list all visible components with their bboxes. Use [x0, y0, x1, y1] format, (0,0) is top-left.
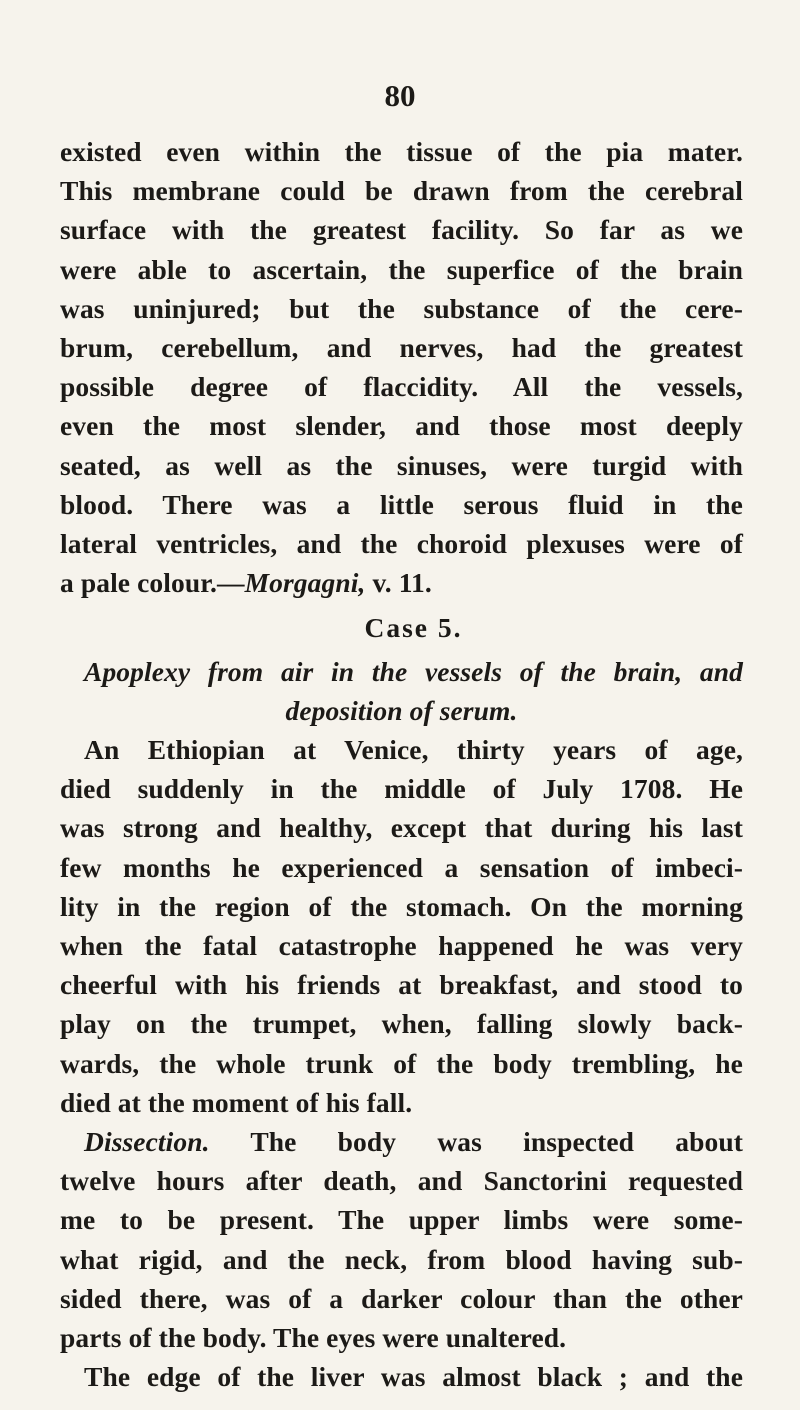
text-line: surface with the greatest facility. So far as we [60, 214, 743, 246]
citation-author: Morgagni, [244, 567, 366, 599]
text-line: existed even within the tissue of the pia mater. [60, 136, 743, 167]
text-line [60, 563, 743, 602]
text-line: even the most slender, and those most deeply [60, 410, 743, 442]
text-line: died at the moment of his fall. [60, 1086, 413, 1118]
text-line: An Ethiopian at Venice, thirty years of age, [84, 734, 743, 766]
text-line: twelve hours after death, and Sanctorini requested [60, 1165, 743, 1197]
text-line: The edge of the liver was almost black ; and the [84, 1361, 743, 1393]
text-line: play on the trumpet, when, falling slowly back- [60, 1008, 743, 1040]
text-line: me to be present. The upper limbs were some- [60, 1204, 743, 1236]
case-title-line: deposition of serum. [285, 694, 518, 726]
text-line: cheerful with his friends at breakfast, and stood to [60, 969, 743, 1001]
text-line: lity in the region of the stomach. On the morning [60, 890, 743, 922]
paragraph-1 [60, 132, 743, 602]
text-line: was uninjured; but the substance of the cere- [60, 292, 743, 324]
paragraph-3 [60, 1122, 743, 1357]
paragraph-4 [60, 1357, 743, 1396]
text-line: lateral ventricles, and the choroid plexuses were of [60, 528, 743, 560]
text-line: sided there, was of a darker colour than the other [60, 1282, 743, 1314]
text-line: This membrane could be drawn from the cerebral [60, 175, 743, 207]
text-line: blood. There was a little serous fluid in the [60, 488, 743, 520]
page-number: 80 [384, 78, 416, 113]
text-line: when the fatal catastrophe happened he was very [60, 930, 743, 962]
paragraph-2 [60, 730, 743, 1122]
text-line: brum, cerebellum, and nerves, had the greatest [60, 332, 743, 364]
citation-reference: v. 11. [365, 567, 432, 599]
page-body [60, 132, 743, 1397]
case-heading: Case 5. [364, 612, 463, 644]
text-line: what rigid, and the neck, from blood having sub- [60, 1243, 743, 1275]
text-line: wards, the whole trunk of the body trembling, he [60, 1047, 743, 1079]
case-title-line: Apoplexy from air in the vessels of the brain, and [84, 655, 743, 687]
text-span: The body was inspected about [209, 1126, 743, 1158]
text-span: a pale colour.— [60, 567, 245, 599]
text-line: possible degree of flaccidity. All the vessels, [60, 371, 743, 403]
text-line: were able to ascertain, the superfice of the brain [60, 253, 743, 285]
text-line: died suddenly in the middle of July 1708. He [60, 773, 743, 805]
text-line: was strong and healthy, except that during his last [60, 812, 743, 844]
text-line [60, 1122, 743, 1161]
text-line: seated, as well as the sinuses, were turgid with [60, 449, 743, 481]
text-line: few months he experienced a sensation of imbeci- [60, 851, 743, 883]
text-line: parts of the body. The eyes were unaltered. [60, 1322, 567, 1354]
dissection-label: Dissection. [84, 1126, 210, 1158]
